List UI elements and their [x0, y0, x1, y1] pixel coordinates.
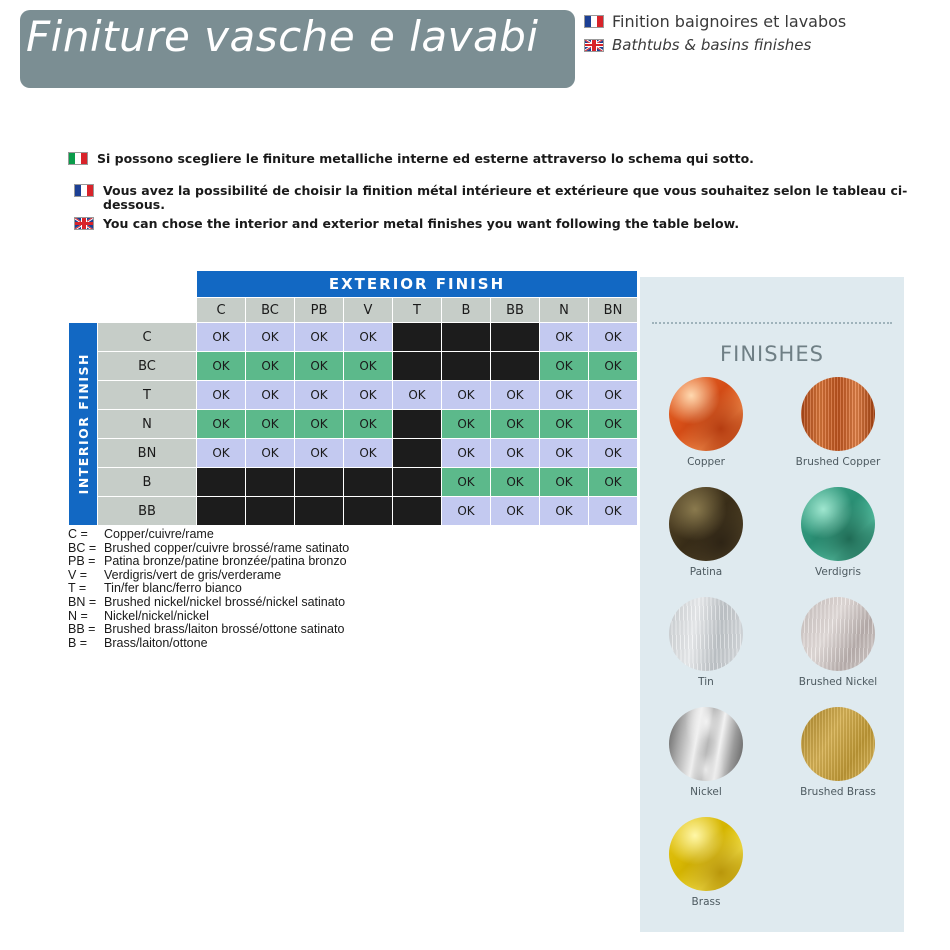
legend-item-key: BC =: [68, 540, 97, 555]
finish-swatch-label: Nickel: [690, 786, 722, 798]
matrix-cell-unavailable: [393, 468, 442, 497]
matrix-cell-unavailable: [295, 468, 344, 497]
matrix-cell-available: OK: [197, 410, 246, 439]
matrix-cell-available: OK: [197, 323, 246, 352]
flag-italy-icon: [68, 152, 88, 165]
legend-item-key: PB =: [68, 554, 96, 569]
panel-divider: [652, 322, 892, 324]
matrix-cell-unavailable: [197, 497, 246, 526]
finish-swatch-disc: [669, 597, 743, 671]
matrix-cell-available: OK: [589, 352, 638, 381]
finish-swatch-label: Brushed Nickel: [798, 676, 878, 688]
note-italian-text: Si possono scegliere le finiture metalliche interne ed esterne attraverso lo schema qui sotto.: [97, 151, 754, 166]
matrix-cell-available: OK: [540, 468, 589, 497]
legend-item-description: Brushed nickel/nickel brossé/nickel satinato: [104, 594, 346, 609]
legend-item-key: C =: [68, 527, 88, 541]
matrix-cell-available: OK: [295, 410, 344, 439]
matrix-cell-available: OK: [295, 381, 344, 410]
matrix-row-header: C: [98, 323, 197, 352]
legend-item-description: Brushed copper/cuivre brossé/rame satinato: [104, 540, 350, 555]
matrix-cell-available: OK: [295, 323, 344, 352]
finish-swatch: [640, 817, 772, 927]
finish-swatch-label: Verdigris: [815, 566, 861, 578]
legend-item-description: Copper/cuivre/rame: [104, 527, 214, 541]
legend-item: [68, 569, 349, 583]
matrix-cell-unavailable: [393, 323, 442, 352]
note-english-text: You can chose the interior and exterior metal finishes you want following the table below.: [103, 216, 740, 231]
legend-item: [68, 610, 349, 624]
flag-uk-icon: [584, 39, 604, 52]
interior-finish-header: INTERIOR FINISH: [69, 323, 98, 526]
finish-swatch-label: Brass: [691, 896, 721, 908]
matrix-cell-available: OK: [491, 468, 540, 497]
finish-swatch: [772, 487, 904, 597]
matrix-cell-available: OK: [344, 323, 393, 352]
matrix-column-header: BN: [589, 298, 638, 323]
matrix-cell-unavailable: [197, 468, 246, 497]
matrix-row-header: N: [98, 410, 197, 439]
matrix-cell-available: OK: [344, 439, 393, 468]
legend-item: [68, 582, 349, 596]
flag-uk-icon: [74, 217, 94, 230]
matrix-corner-spacer: [69, 271, 98, 298]
note-english: [74, 217, 739, 231]
note-italian: [68, 152, 754, 166]
finishes-panel: [640, 277, 904, 932]
matrix-cell-unavailable: [344, 497, 393, 526]
matrix-row: [69, 410, 638, 439]
matrix-column-header: C: [197, 298, 246, 323]
legend-list: [68, 528, 349, 650]
matrix-cell-available: OK: [540, 410, 589, 439]
matrix-cell-available: OK: [246, 352, 295, 381]
matrix-row: [69, 439, 638, 468]
matrix-cell-available: OK: [442, 381, 491, 410]
header-subtitle-fr-text: Finition baignoires et lavabos: [612, 12, 847, 31]
header-subtitle-en: [584, 36, 811, 54]
matrix-cell-unavailable: [246, 468, 295, 497]
matrix-row: [69, 468, 638, 497]
legend-item-key: BN =: [68, 594, 97, 609]
legend-item-key: B =: [68, 635, 88, 650]
finish-swatch-grid: [640, 377, 904, 927]
matrix-cell-available: OK: [442, 497, 491, 526]
legend-item-key: N =: [68, 608, 88, 623]
legend-item: [68, 637, 349, 651]
matrix-cell-unavailable: [442, 323, 491, 352]
legend-item-description: Brushed brass/laiton brossé/ottone satinato: [104, 622, 345, 637]
finish-swatch-disc: [669, 487, 743, 561]
matrix-column-header: BB: [491, 298, 540, 323]
matrix-row-header: BN: [98, 439, 197, 468]
finishes-panel-title: FINISHES: [720, 342, 824, 366]
matrix-cell-available: OK: [295, 439, 344, 468]
matrix-cell-available: OK: [246, 410, 295, 439]
finish-swatch-label: Tin: [698, 676, 714, 688]
finish-swatch-disc: [801, 487, 875, 561]
legend-item-description: Patina bronze/patine bronzée/patina bronzo: [104, 554, 347, 569]
flag-france-icon: [584, 15, 604, 28]
matrix-cell-unavailable: [295, 497, 344, 526]
legend-item: [68, 528, 349, 542]
legend-item-description: Brass/laiton/ottone: [104, 635, 208, 650]
matrix-cell-available: OK: [540, 352, 589, 381]
matrix-cell-unavailable: [491, 352, 540, 381]
matrix-cell-available: OK: [197, 352, 246, 381]
matrix-row: [69, 497, 638, 526]
legend-item-key: BB =: [68, 622, 96, 637]
header-subtitle-fr: [584, 12, 846, 31]
matrix-cell-available: OK: [540, 497, 589, 526]
matrix-row-header: BB: [98, 497, 197, 526]
matrix-cell-available: OK: [589, 381, 638, 410]
finish-swatch: [772, 597, 904, 707]
matrix-cell-available: OK: [246, 323, 295, 352]
matrix-cell-available: OK: [491, 381, 540, 410]
matrix-column-header: B: [442, 298, 491, 323]
matrix-cell-unavailable: [491, 323, 540, 352]
matrix-cell-available: OK: [344, 381, 393, 410]
matrix-cell-available: OK: [442, 410, 491, 439]
finish-swatch: [772, 377, 904, 487]
finish-swatch-label: Brushed Brass: [800, 786, 876, 798]
finish-swatch-label: Copper: [687, 456, 725, 468]
matrix-cell-available: OK: [589, 468, 638, 497]
legend-item: [68, 542, 349, 556]
page-title: Finiture vasche e lavabi: [26, 12, 539, 61]
legend-item-description: Tin/fer blanc/ferro bianco: [104, 581, 242, 596]
matrix-cell-available: OK: [442, 439, 491, 468]
matrix-cell-available: OK: [540, 381, 589, 410]
finish-swatch-disc: [801, 377, 875, 451]
matrix-cell-available: OK: [589, 323, 638, 352]
finish-swatch-label: Patina: [689, 566, 723, 578]
matrix-cell-available: OK: [589, 410, 638, 439]
matrix-cell-unavailable: [393, 410, 442, 439]
matrix-cell-available: OK: [344, 352, 393, 381]
matrix-cell-available: OK: [491, 410, 540, 439]
matrix-cell-unavailable: [246, 497, 295, 526]
matrix-row-header: T: [98, 381, 197, 410]
matrix-column-header: PB: [295, 298, 344, 323]
legend-item-description: Verdigris/vert de gris/verderame: [104, 567, 282, 582]
finish-swatch-disc: [669, 817, 743, 891]
matrix-column-header: BC: [246, 298, 295, 323]
finish-swatch: [640, 487, 772, 597]
matrix-row-header: BC: [98, 352, 197, 381]
matrix-cell-unavailable: [344, 468, 393, 497]
legend-item: [68, 596, 349, 610]
finish-swatch: [772, 707, 904, 817]
finish-swatch-disc: [669, 707, 743, 781]
finish-swatch-disc: [669, 377, 743, 451]
matrix-column-header: N: [540, 298, 589, 323]
matrix-column-header: T: [393, 298, 442, 323]
finish-swatch-disc: [801, 707, 875, 781]
matrix-cell-available: OK: [540, 323, 589, 352]
matrix-cell-available: OK: [344, 410, 393, 439]
matrix-cell-available: OK: [442, 468, 491, 497]
legend-item: [68, 623, 349, 637]
matrix-cell-unavailable: [393, 352, 442, 381]
matrix-cell-available: OK: [589, 439, 638, 468]
finish-swatch: [640, 597, 772, 707]
legend-item: [68, 555, 349, 569]
matrix-cell-available: OK: [246, 381, 295, 410]
matrix-cell-unavailable: [393, 439, 442, 468]
legend-item-description: Nickel/nickel/nickel: [104, 608, 209, 623]
matrix-row: [69, 323, 638, 352]
note-french: [74, 184, 950, 212]
legend-item-key: T =: [68, 581, 87, 596]
finish-swatch-label: Brushed Copper: [795, 456, 881, 468]
matrix-row-header: B: [98, 468, 197, 497]
flag-france-icon: [74, 184, 94, 197]
matrix-cell-available: OK: [491, 439, 540, 468]
finish-swatch-disc: [801, 597, 875, 671]
finish-swatch: [640, 377, 772, 487]
matrix-cell-available: OK: [393, 381, 442, 410]
matrix-corner-spacer: [69, 298, 98, 323]
exterior-finish-header: EXTERIOR FINISH: [197, 271, 638, 298]
matrix-cell-available: OK: [491, 497, 540, 526]
matrix-column-header: V: [344, 298, 393, 323]
matrix-cell-available: OK: [295, 352, 344, 381]
matrix-table: [68, 270, 638, 526]
matrix-row: [69, 381, 638, 410]
matrix-cell-unavailable: [393, 497, 442, 526]
note-french-text: Vous avez la possibilité de choisir la finition métal intérieure et extérieure que vous souhaitez selon le tableau ci-dessous.: [103, 183, 908, 212]
matrix-corner-spacer: [98, 271, 197, 298]
matrix-cell-available: OK: [589, 497, 638, 526]
matrix-corner-spacer: [98, 298, 197, 323]
header-subtitle-en-text: Bathtubs & basins finishes: [612, 36, 812, 54]
matrix-cell-available: OK: [197, 381, 246, 410]
finish-compatibility-matrix: [68, 270, 638, 526]
matrix-cell-available: OK: [197, 439, 246, 468]
matrix-cell-available: OK: [246, 439, 295, 468]
matrix-cell-available: OK: [540, 439, 589, 468]
finish-swatch: [640, 707, 772, 817]
matrix-cell-unavailable: [442, 352, 491, 381]
matrix-row: [69, 352, 638, 381]
legend-item-key: V =: [68, 567, 88, 582]
